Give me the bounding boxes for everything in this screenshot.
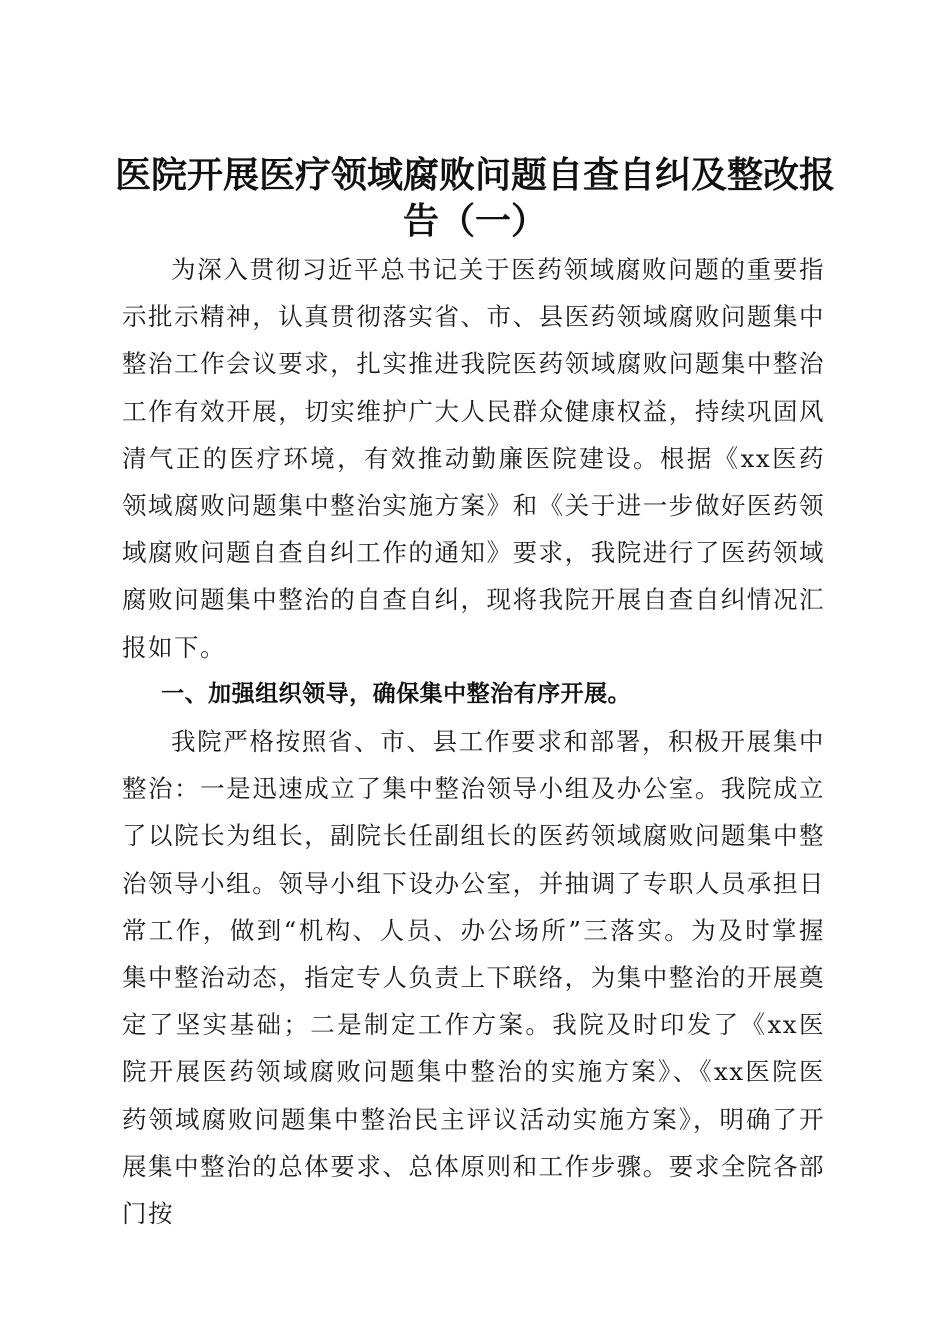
- section-paragraph: 我院严格按照省、市、县工作要求和部署，积极开展集中整治：一是迅速成立了集中整治领导小组及办公室。我院成立了以院长为组长，副院长任副组长的医药领域腐败问题集中整治领导小组。领导小组下设办公室，并抽调了专职人员承担日常工作，做到“机构、人员、办公场所”三落实。为及时掌握集中整治动态，指定专人负责上下联络，为集中整治的开展奠定了坚实基础；二是制定工作方案。我院及时印发了《xx医院开展医药领域腐败问题集中整治的实施方案》、《xx医院医药领域腐败问题集中整治民主评议活动实施方案》，明确了开展集中整治的总体要求、总体原则和工作步骤。要求全院各部门按: [122, 727, 825, 1229]
- document-title: 医院开展医疗领域腐败问题自查自纠及整改报告（一）: [114, 154, 835, 243]
- document-body: [122, 246, 825, 1237]
- section-heading: 一、加强组织领导，确保集中整治有序开展。: [161, 680, 632, 707]
- intro-paragraph: 为深入贯彻习近平总书记关于医药领域腐败问题的重要指示批示精神，认真贯彻落实省、市、县医药领域腐败问题集中整治工作会议要求，扎实推进我院医药领域腐败问题集中整治工作有效开展，切实维护广大人民群众健康权益，持续巩固风清气正的医疗环境，有效推动勤廉医院建设。根据《xx医药领域腐败问题集中整治实施方案》和《关于进一步做好医药领域腐败问题自查自纠工作的通知》要求，我院进行了医药领域腐败问题集中整治的自查自纠，现将我院开展自查自纠情况汇报如下。: [122, 255, 825, 662]
